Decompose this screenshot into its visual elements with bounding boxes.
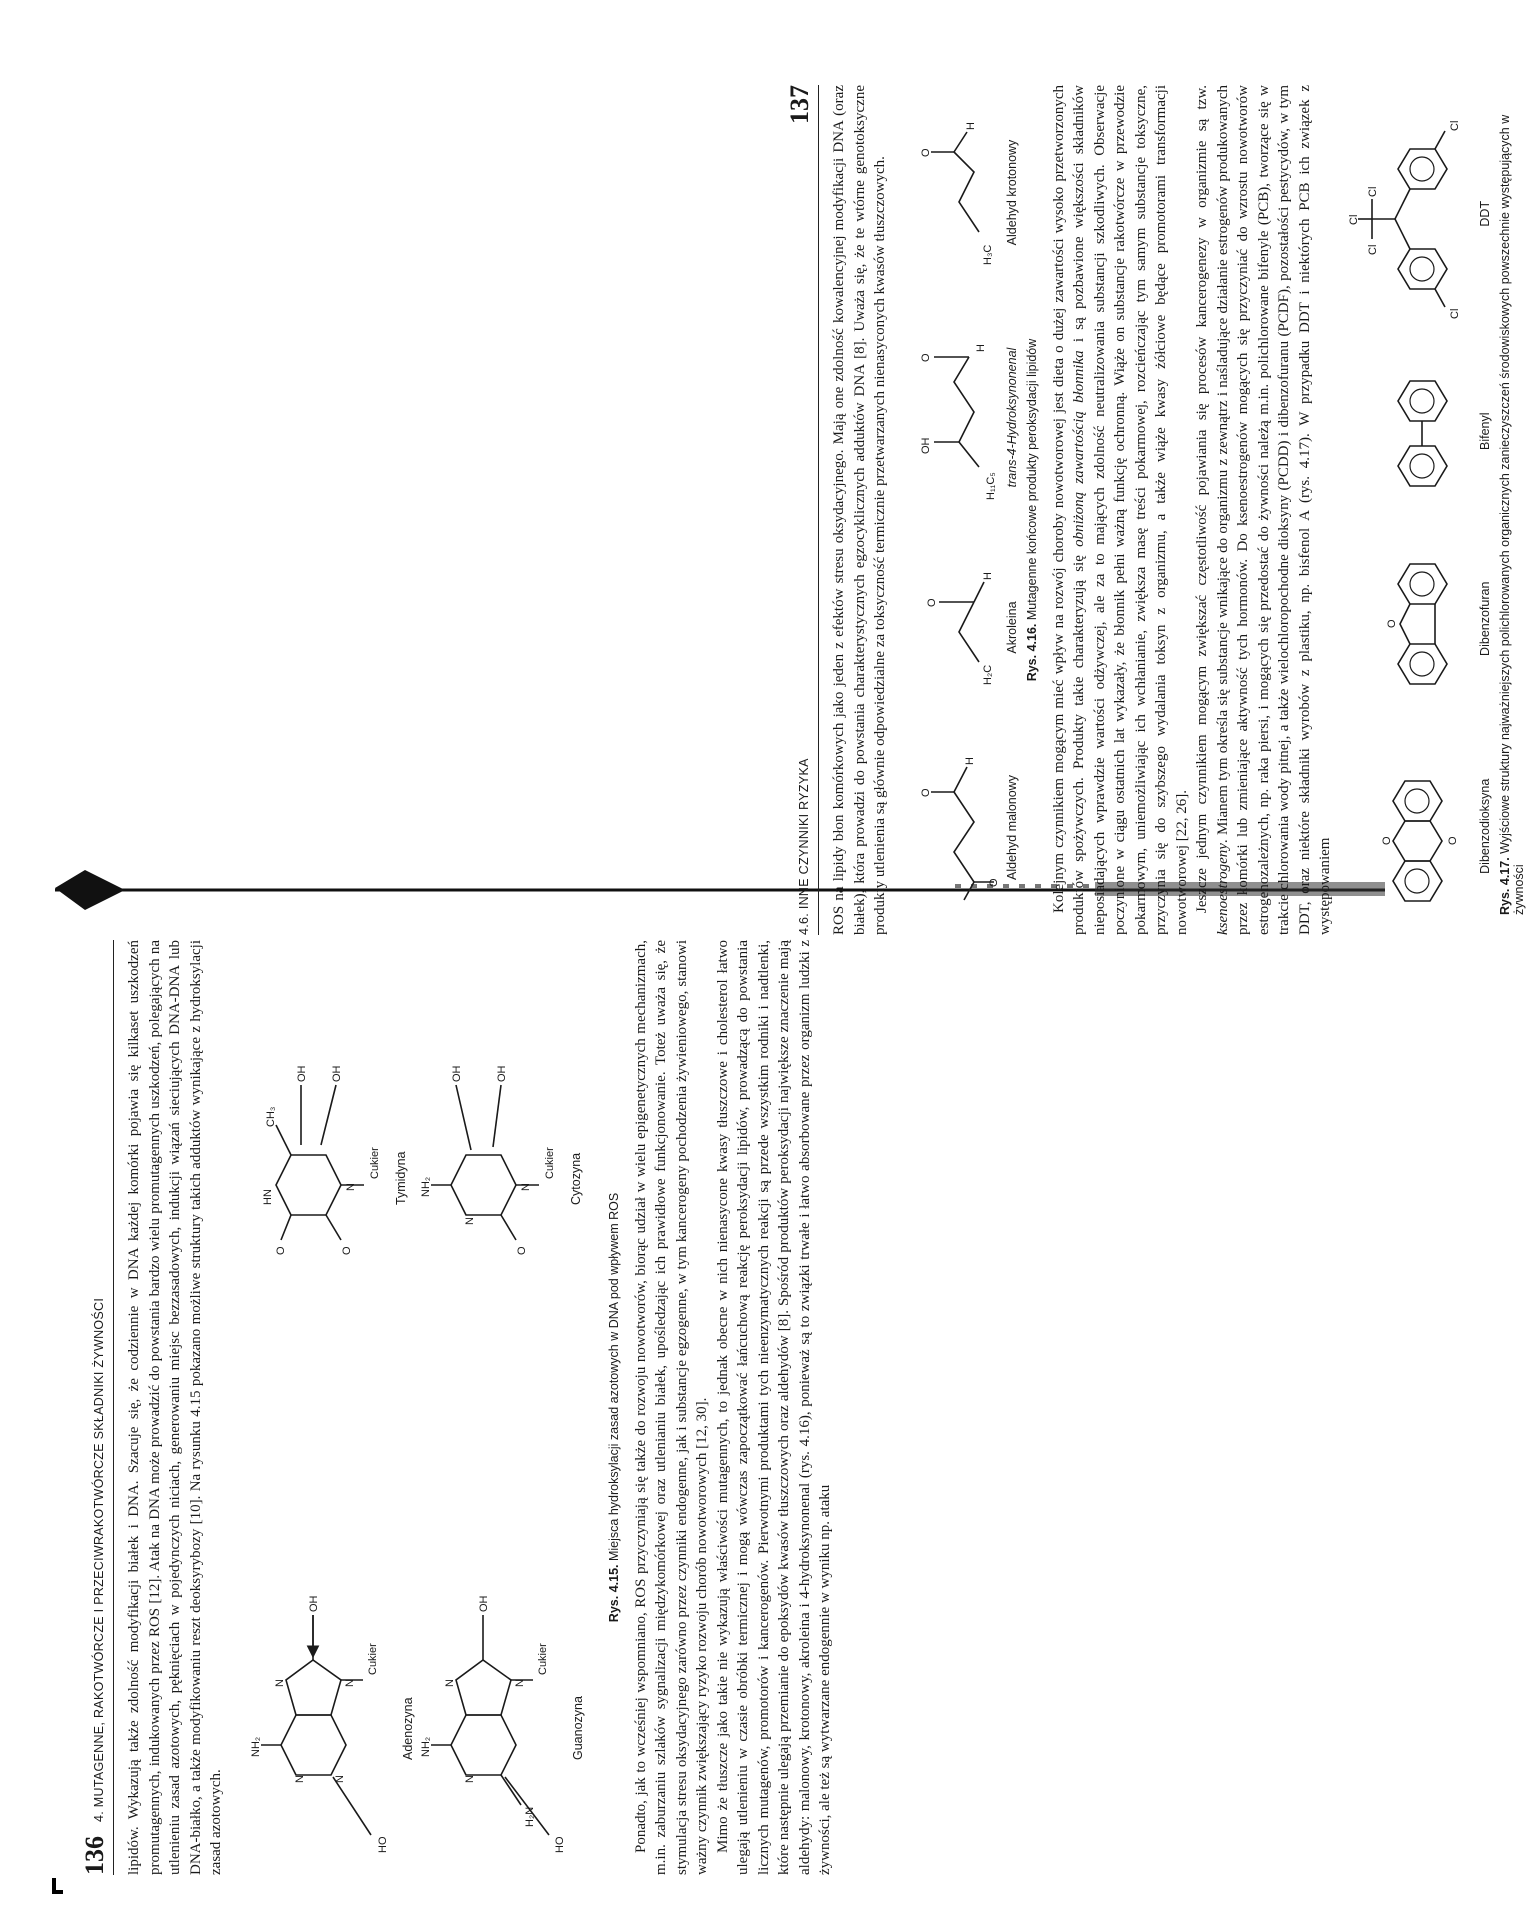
label-aldehyd-malonowy: Aldehyd malonowy [1004,775,1019,880]
label-hydroksynonenal: trans-4-Hydroksynonenal [1004,347,1019,488]
svg-text:H₃C: H₃C [981,245,994,266]
svg-text:O: O [1446,836,1459,846]
paragraph-emphasis: obniżoną zawartością błonnika [1071,350,1087,547]
guanine-structure [421,1595,571,1855]
molecule-hydroksynonenal [909,333,1019,503]
svg-text:H₂N: H₂N [523,1806,536,1827]
paragraph: lipidów. Wykazują także zdolność modyfikacji białek i DNA. Szacuje się, że codziennie w DNA każdej komórki pojawia się kilkaset uszkodzeń promutagennych, indukowanych przez ROS [12]. Atak na DNA może prowadzić do powstania bardzo wielu promutagennych uszkodzeń, polegających na utlenieniu zasad azotowych, pęknięciach w pojedynczych niciach, generowaniu miejsc bezzasadowych, indukcji wiązań sieciujących DNA-DNA lub DNA-białko, a także modyfikowaniu reszt deoksyrybozy [10]. Na rysunku 4.15 pokazano możliwe struktury takich adduktów wynikające z hydroksylacji zasad azotowych. [126,940,224,1875]
svg-text:H: H [963,757,976,766]
caption-text: Wyjściowe struktury najważniejszych polichlorowanych organicznych zanieczyszczeń środowiskowych powszechnie występujących w żywności [1497,114,1526,915]
label-tymidyna: Tymidyna [393,1151,408,1205]
running-head-136 [80,940,114,1875]
svg-text:OH: OH [477,1595,490,1612]
label-guanozyna: Guanozyna [570,1696,585,1760]
paragraph-text: Kolejnym czynnikiem mogącym mieć wpływ na rozwój choroby nowotworowej jest dieta o dużej zawartości wysoko przetworzonych produktów spożywczych. Produkty takie charakteryzują się [1050,85,1087,935]
paragraph-text: . Mianem tym określa się substancje wnikające do organizmu z zewnątrz i naśladujące działanie estrogenów produkowanych przez komórki lub zmieniające aktywność tych hormonów. Do ksenoestrogenów mogących się przyczyniać do wzrostu nowotworów estrogenozależnych, np. raka piersi, i mogących się przedostać do żywności należą m.in. polichlorowane bifenyle (PCB), tworzące się w trakcie chlorowania wody pitnej, a także wielochloropochodne dioksyny (PCDD) i dibenzofuranu (PCDF), pozostałości pestycydów, w tym DDT, oraz niektóre składniki wyrobów z plastiku, np. bisfenol A (rys. 4.17). W przypadku DDT i niektórych PCB ich związek z występowaniem [1214,85,1333,935]
figure-4-16 [899,85,1019,935]
svg-text:H: H [964,122,977,131]
figure-4-17 [1342,85,1492,935]
page-137 [785,85,1526,935]
svg-text:OH: OH [450,1065,463,1082]
svg-text:O: O [919,788,932,798]
running-head-137 [785,85,819,935]
page-number: 136 [80,1836,109,1875]
svg-text:N: N [333,1775,346,1783]
svg-text:Cl: Cl [1347,214,1360,225]
caption-text: Miejsca hydroksylacji zasad azotowych w DNA pod wpływem ROS [606,1192,621,1562]
adenine-structure [251,1595,401,1855]
molecule-adenozyna [249,1595,415,1855]
malondialdehyde-structure [919,753,999,903]
svg-text:O: O [925,598,938,608]
svg-text:OH: OH [495,1065,508,1082]
paragraph: Mimo że tłuszcze jako takie nie wykazują właściwości mutagennych, to jednak obecne w nich nienasycone kwasy tłuszczowe i cholesterol łatwo ulegają utlenieniu w czasie obróbki termicznej i mogą wówczas zapoczątkować łańcuchową reakcję peroksydacji lipidów, prowadzącą do powstania licznych mutagenów, promotorów i kancerogenów. Pierwotnymi produktami tych nieenzymatycznych reakcji są przede wszystkim rodniki i nadtlenki, które następnie ulegają przemianie do epoksydów kwasów tłuszczowych oraz aldehydów [8]. Spośród produktów peroksydacji największe znaczenie mają aldehydy: malonowy, krotonowy, akroleina i 4-hydroksynonenal (rys. 4.16), ponieważ są to związki trwałe i łatwo absorbowane przez organizm ludzki z żywności, ale też są wytwarzane endogennie w wyniku np. ataku [714,940,833,1875]
svg-text:N: N [443,1679,456,1687]
label-dibenzodioksyna: Dibenzodioksyna [1477,778,1492,874]
page-number: 137 [785,85,814,124]
svg-text:NH₂: NH₂ [419,1736,432,1757]
biphenyl-structure [1370,366,1470,496]
svg-text:OH: OH [307,1595,320,1612]
svg-text:Cukier: Cukier [536,1643,549,1675]
label-akroleina: Akroleina [1004,601,1019,654]
dibenzodioxin-structure [1370,741,1470,911]
caption-4-17 [1498,85,1526,935]
caption-4-16 [1025,85,1039,935]
running-head-title: 4. MUTAGENNE, RAKOTWÓRCZE I PRZECIWRAKOTWÓRCZE SKŁADNIKI ŻYWNOŚCI [92,1297,106,1822]
molecule-tymidyna [246,1055,408,1275]
svg-text:Cl: Cl [1448,308,1461,319]
caption-label: Rys. 4.17. [1497,857,1512,915]
svg-text:Cl: Cl [1448,120,1461,131]
svg-text:CH₃: CH₃ [264,1106,277,1127]
svg-text:N: N [343,1679,356,1687]
svg-text:N: N [463,1217,476,1225]
svg-text:H: H [981,572,994,581]
hydroxynonenal-structure [909,333,999,503]
svg-text:O: O [1385,619,1398,628]
paragraph-text: i są pozbawione większości składników nieposiadających wprawdzie wartości odżywczej, ale za to mających zdolność neutralizowania substancji szkodliwych. Obserwacje poczynione w ciągu ostatnich lat wykazały, że błonnik pełni ważną funkcję ochronną. Wiąże on substancje rakotwórcze w przewodzie pokarmowym, uniemożliwiając ich wchłanianie, zwiększa masę treści pokarmowej, rozcieńczając tym samym substancje toksyczne, przyczynia się do szybszego wydalania toksyn z organizmu, a także wiąże kwasy żółciowe będące promotorami transformacji nowotworowej [22, 26]. [1071,85,1190,935]
caption-text: Mutagenne końcowe produkty peroksydacji lipidów [1024,338,1039,621]
molecule-guanozyna [419,1595,585,1855]
ddt-structure [1347,109,1470,319]
molecule-bifenyl [1370,366,1492,496]
svg-text:OH: OH [330,1065,343,1082]
svg-text:N: N [463,1775,476,1783]
paragraph-text: Jeszcze jednym czynnikiem mogącym zwiększać częstotliwość pojawiania się procesów kancerogenezy w organizmie są tzw. [1194,85,1210,913]
svg-text:N: N [273,1679,286,1687]
svg-text:O: O [987,878,1000,888]
molecule-ddt [1347,109,1492,319]
thymine-structure [246,1055,396,1275]
svg-text:NH₂: NH₂ [249,1736,262,1757]
svg-text:O: O [340,1246,353,1255]
svg-text:HO: HO [376,1836,389,1853]
molecule-dibenzofuran [1370,544,1492,694]
label-dibenzofuran: Dibenzofuran [1477,581,1492,656]
molecule-cytozyna [419,1055,583,1275]
scan-corner-mark [52,1878,64,1894]
paragraph-emphasis: ksenoestrogeny [1214,843,1231,935]
paragraph [1049,85,1193,935]
svg-text:N: N [519,1183,532,1191]
caption-4-15 [607,940,621,1875]
label-adenozyna: Adenozyna [400,1697,415,1760]
svg-text:O: O [1380,836,1393,846]
paragraph [1192,85,1336,935]
crotonaldehyde-structure [919,118,999,268]
svg-text:NH₂: NH₂ [419,1176,432,1197]
svg-text:O: O [919,353,932,363]
acrolein-structure [919,568,999,688]
molecule-aldehyd-malonowy [919,753,1019,903]
caption-label: Rys. 4.16. [1024,623,1039,682]
svg-text:Cukier: Cukier [366,1643,379,1675]
figure-4-15 [231,940,601,1875]
svg-text:O: O [515,1246,528,1255]
svg-text:OH: OH [919,438,932,455]
caption-label: Rys. 4.15. [606,1564,621,1623]
svg-text:HN: HN [261,1189,274,1205]
svg-text:N: N [513,1679,526,1687]
svg-text:OH: OH [295,1065,308,1082]
svg-text:H₂C: H₂C [981,665,994,686]
page-136 [80,940,833,1875]
paragraph: ROS na lipidy błon komórkowych jako jeden z efektów stresu oksydacyjnego. Mają one zdolność kowalencyjnej modyfikacji DNA (oraz białek), która prowadzi do powstania charakterystycznych egzocyklicznych adduktów DNA [8]. Uważa się, że te wtórne genotoksyczne produkty utlenienia są głównie odpowiedzialne za toksyczność termicznie przetwarzanych nienasyconych kwasów tłuszczowych. [831,85,888,935]
running-head-title: 4.6. INNE CZYNNIKI RYZYKA [797,758,811,935]
svg-text:N: N [344,1183,357,1191]
dibenzofuran-structure [1370,544,1470,694]
svg-text:O: O [919,148,932,158]
svg-text:HO: HO [553,1836,566,1853]
label-cytozyna: Cytozyna [568,1152,583,1205]
svg-text:H₁₁C₅: H₁₁C₅ [984,472,997,501]
molecule-akroleina [919,568,1019,688]
label-ddt: DDT [1477,200,1492,227]
label-bifenyl: Bifenyl [1477,412,1492,451]
molecule-aldehyd-krotonowy [919,118,1019,268]
paragraph: Ponadto, jak to wcześniej wspomniano, ROS przyczyniają się także do rozwoju nowotworów, biorąc udział w wielu epigenetycznych mechanizmach, m.in. zaburzaniu szlaków sygnalizacji międzykomórkowej oraz utlenianiu białek, upośledzając ich prawidłowe funkcjonowanie. Toteż uważa się, że stymulacja stresu oksydacyjnego zarówno przez czynniki endogenne, jak i substancje egzogenne, w tym kancerogeny pochodzenia żywieniowego, stanowi ważny czynnik zwiększający ryzyko rozwoju chorób nowotworowych [12, 30]. [632,940,710,1875]
svg-text:N: N [293,1775,306,1783]
svg-text:O: O [274,1246,287,1255]
svg-text:Cl: Cl [1366,186,1379,197]
svg-text:H: H [974,344,987,353]
cytosine-structure [421,1055,571,1275]
svg-text:Cukier: Cukier [543,1147,556,1179]
svg-text:Cl: Cl [1366,244,1379,255]
label-aldehyd-krotonowy: Aldehyd krotonowy [1004,139,1019,246]
svg-text:Cukier: Cukier [368,1147,381,1179]
molecule-dibenzodioksyna [1370,741,1492,911]
